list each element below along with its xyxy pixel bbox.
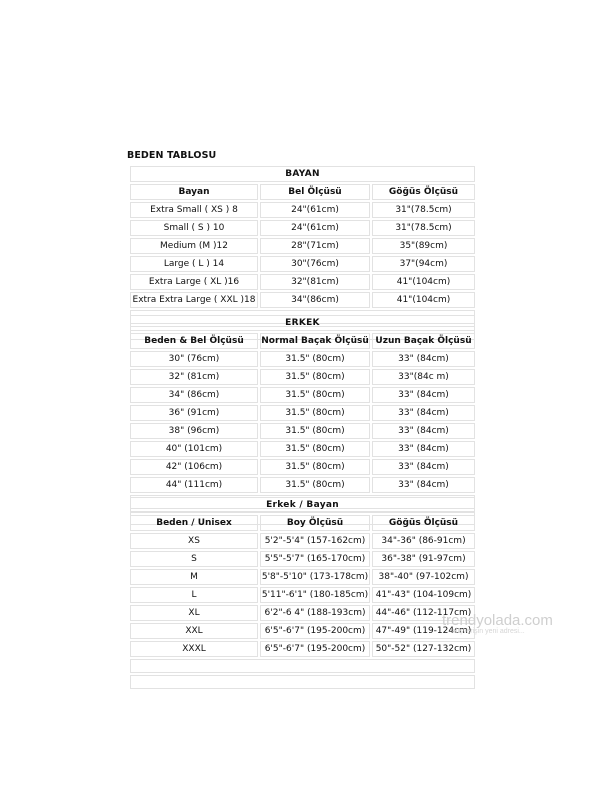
table-row — [130, 238, 475, 254]
table-title: Erkek / Bayan — [130, 497, 475, 513]
table-title: BAYAN — [130, 166, 475, 182]
table-cell: 31.5" (80cm) — [260, 459, 370, 475]
table-title-row — [130, 166, 475, 182]
column-header: Beden & Bel Ölçüsü — [130, 333, 258, 349]
table-cell: 5'5"-5'7" (165-170cm) — [260, 551, 370, 567]
table-cell: 32"(81cm) — [260, 274, 370, 290]
table-cell: 47"-49" (119-124cm) — [372, 623, 475, 639]
table-row — [130, 423, 475, 439]
table-cell: 33" (84cm) — [372, 423, 475, 439]
table-row — [130, 220, 475, 236]
table-cell: 6'5"-6'7" (195-200cm) — [260, 623, 370, 639]
table-cell: 50"-52" (127-132cm) — [372, 641, 475, 657]
table-cell: XS — [130, 533, 258, 549]
table-row — [130, 477, 475, 493]
unisex-size-table — [128, 495, 477, 691]
table-cell: 31"(78.5cm) — [372, 220, 475, 236]
table-cell: 41"(104cm) — [372, 292, 475, 308]
table-cell: 31.5" (80cm) — [260, 387, 370, 403]
table-cell: 30" (76cm) — [130, 351, 258, 367]
table-row — [130, 202, 475, 218]
table-row — [130, 256, 475, 272]
table-cell: 41"(104cm) — [372, 274, 475, 290]
table-row — [130, 441, 475, 457]
table-cell: 33" (84cm) — [372, 405, 475, 421]
table-row — [130, 641, 475, 657]
table-cell: 5'11"-6'1" (180-185cm) — [260, 587, 370, 603]
table-row — [130, 459, 475, 475]
table-title-row — [130, 315, 475, 331]
table-cell: 6'5"-6'7" (195-200cm) — [260, 641, 370, 657]
table-header-row — [130, 184, 475, 200]
table-row — [130, 551, 475, 567]
table-cell: 24"(61cm) — [260, 220, 370, 236]
table-cell: 33" (84cm) — [372, 459, 475, 475]
table-row — [130, 274, 475, 290]
table-cell: 33"(84c m) — [372, 369, 475, 385]
table-header-row — [130, 333, 475, 349]
table-cell: L — [130, 587, 258, 603]
table-cell: Large ( L ) 14 — [130, 256, 258, 272]
table-row — [130, 405, 475, 421]
table-cell: XXXL — [130, 641, 258, 657]
table-cell: 33" (84cm) — [372, 477, 475, 493]
table-row — [130, 587, 475, 603]
table-cell: 31.5" (80cm) — [260, 369, 370, 385]
table-cell: 31"(78.5cm) — [372, 202, 475, 218]
table-row — [130, 605, 475, 621]
spacer-cell — [130, 659, 475, 673]
table-cell: 33" (84cm) — [372, 387, 475, 403]
table-cell: XXL — [130, 623, 258, 639]
table-row — [130, 369, 475, 385]
table-row — [130, 623, 475, 639]
table-cell: 44" (111cm) — [130, 477, 258, 493]
table-cell: 36"-38" (91-97cm) — [372, 551, 475, 567]
column-header: Göğüs Ölçüsü — [372, 184, 475, 200]
table-cell: 28"(71cm) — [260, 238, 370, 254]
table-title: ERKEK — [130, 315, 475, 331]
table-title-row — [130, 497, 475, 513]
table-cell: 44"-46" (112-117cm) — [372, 605, 475, 621]
spacer-row — [130, 659, 475, 673]
table-row — [130, 533, 475, 549]
column-header: Uzun Baçak Ölçüsü — [372, 333, 475, 349]
table-cell: 35"(89cm) — [372, 238, 475, 254]
table-cell: M — [130, 569, 258, 585]
table-cell: 41"-43" (104-109cm) — [372, 587, 475, 603]
table-cell: S — [130, 551, 258, 567]
table-cell: 31.5" (80cm) — [260, 351, 370, 367]
watermark-tagline: alışverişin yeni adresi... — [452, 628, 525, 635]
spacer-row — [130, 675, 475, 689]
table-cell: Extra Extra Large ( XXL )18 — [130, 292, 258, 308]
table-cell: 30"(76cm) — [260, 256, 370, 272]
table-cell: 31.5" (80cm) — [260, 423, 370, 439]
table-cell: 33" (84cm) — [372, 441, 475, 457]
table-cell: 34"(86cm) — [260, 292, 370, 308]
table-header-row — [130, 515, 475, 531]
table-cell: 40" (101cm) — [130, 441, 258, 457]
table-cell: Small ( S ) 10 — [130, 220, 258, 236]
table-cell: 5'8"-5'10" (173-178cm) — [260, 569, 370, 585]
table-cell: 31.5" (80cm) — [260, 441, 370, 457]
table-row — [130, 387, 475, 403]
table-cell: Extra Large ( XL )16 — [130, 274, 258, 290]
column-header: Bayan — [130, 184, 258, 200]
table-row — [130, 292, 475, 308]
table-row — [130, 569, 475, 585]
table-cell: 38" (96cm) — [130, 423, 258, 439]
column-header: Bel Ölçüsü — [260, 184, 370, 200]
table-cell: 38"-40" (97-102cm) — [372, 569, 475, 585]
table-cell: 34" (86cm) — [130, 387, 258, 403]
table-cell: XL — [130, 605, 258, 621]
table-row — [130, 351, 475, 367]
table-cell: 37"(94cm) — [372, 256, 475, 272]
table-cell: 36" (91cm) — [130, 405, 258, 421]
table-cell: 31.5" (80cm) — [260, 405, 370, 421]
table-cell: 34"-36" (86-91cm) — [372, 533, 475, 549]
table-cell: 31.5" (80cm) — [260, 477, 370, 493]
table-cell: 6'2"-6 4" (188-193cm) — [260, 605, 370, 621]
column-header: Boy Ölçüsü — [260, 515, 370, 531]
spacer-cell — [130, 675, 475, 689]
table-cell: Extra Small ( XS ) 8 — [130, 202, 258, 218]
column-header: Beden / Unisex — [130, 515, 258, 531]
table-cell: 42" (106cm) — [130, 459, 258, 475]
column-header: Göğüs Ölçüsü — [372, 515, 475, 531]
table-cell: 5'2"-5'4" (157-162cm) — [260, 533, 370, 549]
table-cell: 32" (81cm) — [130, 369, 258, 385]
table-cell: 24"(61cm) — [260, 202, 370, 218]
table-cell: Medium (M )12 — [130, 238, 258, 254]
watermark-logo: trendyoladа.com — [442, 612, 553, 629]
page-title: BEDEN TABLOSU — [127, 150, 217, 161]
table-cell: 33" (84cm) — [372, 351, 475, 367]
column-header: Normal Baçak Ölçüsü — [260, 333, 370, 349]
